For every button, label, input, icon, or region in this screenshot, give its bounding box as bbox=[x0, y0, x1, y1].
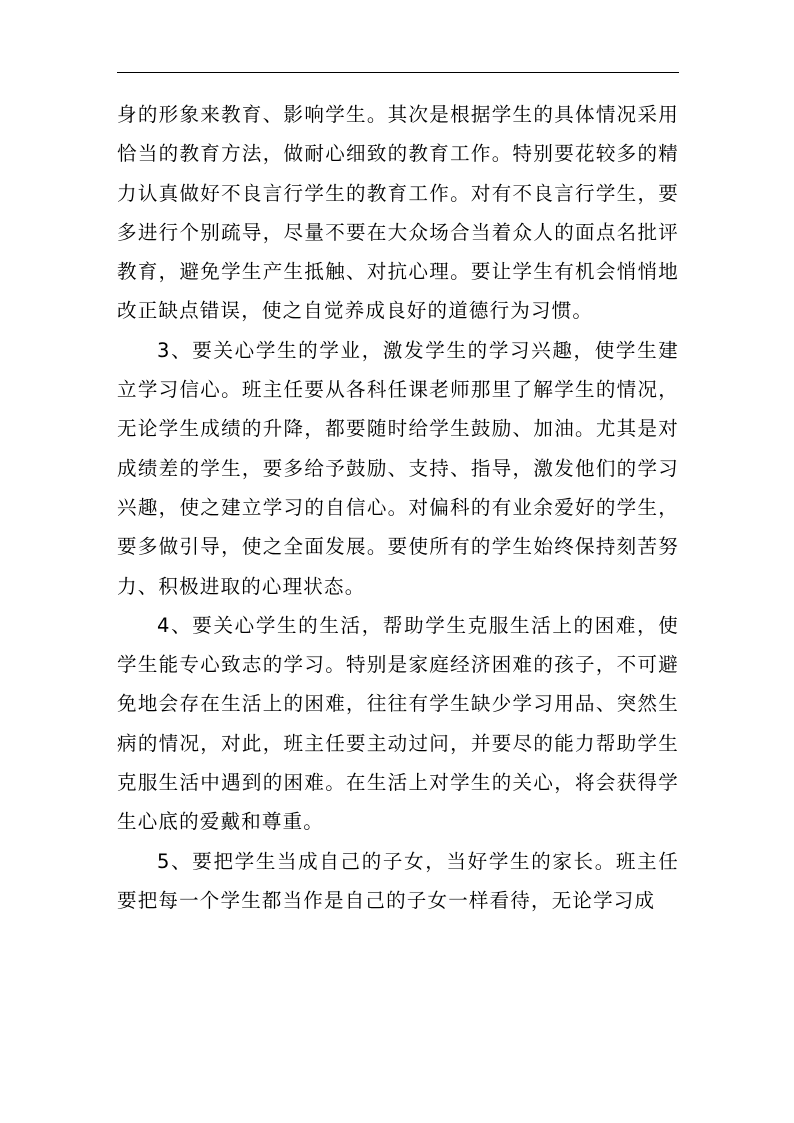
paragraph-continuation: 身的形象来教育、影响学生。其次是根据学生的具体情况采用恰当的教育方法，做耐心细致的教育工作。特别要花较多的精力认真做好不良言行学生的教育工作。对有不良言行学生，要多进行个别疏导，尽量不要在大众场合当着众人的面点名批评教育，避免学生产生抵触、对抗心理。要让学生有机会悄悄地改正缺点错误，使之自觉养成良好的道德行为习惯。 bbox=[117, 103, 679, 323]
paragraph-item-5: 5、要把学生当成自己的子女，当好学生的家长。班主任要把每一个学生都当作是自己的子女一样看待，无论学习成 bbox=[117, 849, 679, 912]
header-rule bbox=[117, 72, 679, 73]
paragraph-item-3: 3、要关心学生的学业，激发学生的学习兴趣，使学生建立学习信心。班主任要从各科任课老师那里了解学生的情况，无论学生成绩的升降，都要随时给学生鼓励、加油。尤其是对成绩差的学生，要多给予鼓励、支持、指导，激发他们的学习兴趣，使之建立学习的自信心。对偏科的有业余爱好的学生，要多做引导，使之全面发展。要使所有的学生始终保持刻苦努力、积极进取的心理状态。 bbox=[117, 338, 679, 598]
paragraph-item-4: 4、要关心学生的生活，帮助学生克服生活上的困难，使学生能专心致志的学习。特别是家庭经济困难的孩子，不可避免地会存在生活上的困难，往往有学生缺少学习用品、突然生病的情况，对此，班主任要主动过问，并要尽的能力帮助学生克服生活中遇到的困难。在生活上对学生的关心，将会获得学生心底的爱戴和尊重。 bbox=[117, 613, 679, 834]
document-body bbox=[117, 95, 679, 920]
